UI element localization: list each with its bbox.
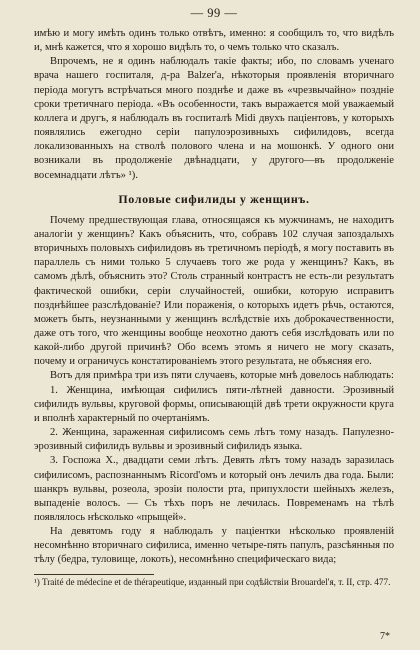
case-3: 3. Госпожа Х., двадцати семи лѣтъ. Девять лѣтъ тому назадъ заразилась сифилисомъ, распознаннымъ Ricord'омъ и который онъ лечилъ два года. Были: шанкръ вульвы, розеола, эрозіи полости рта, припухлости шейныхъ железъ, выпаденіе волосъ. — Съ тѣхъ поръ не лечилась. Повременамъ на тѣлѣ появлялось нѣсколько «прыщей». — [34, 455, 394, 523]
page-number: — 99 — — [190, 6, 238, 20]
printer-signature: 7* — [380, 631, 390, 642]
paragraph-question: Почему предшествующая глава, относящаяся къ мужчинамъ, не находитъ аналогіи у женщинъ? Какъ объяснить, что, собравъ 102 случая запоздалыхъ вторичныхъ половыхъ сифилидовъ въ третичномъ періодѣ, я могу поставить въ параллель съ ними только 5 случаевъ того же рода у женщинъ? Какъ, въ самомъ дѣлѣ, объяснить это? Столь странный контрастъ не есть-ли результатъ фактической ошибки, серіи случайностей, ошибки, которую исправитъ позднѣйшее разслѣдованіе? Или пораженія, о которыхъ идетъ рѣчь, остаются, можетъ быть, неузнанными у женщинъ вслѣдствіе ихъ доброкачественности, даже отъ того, что женщины вообще неохотно даютъ себя изслѣдовать или по какой-либо другой причинѣ? Обо всемъ этомъ я ничего не могу сказать, почему и ограничусь констатированіемъ этого результата, не объясняя его. — [34, 214, 394, 368]
paragraph-balzer: Впрочемъ, не я одинъ наблюдалъ такіе факты; ибо, по словамъ ученаго врача нашего госпиталя, д-ра Balzer'а, нѣкоторыя проявленія вторичнаго періода могутъ встрѣчаться много позднѣе и даже въ «чрезвычайно» поздніе сроки третичнаго періода. «Въ особенности, такъ выражается мой уважаемый коллега и другъ, я наблюдалъ въ госпиталѣ Midi двухъ пацiентовъ, у которыхъ появлялись ежегодно серіи папулоэрозивныхъ сифилидовъ, всегда локализованныхъ на стволѣ полового члена и на мошонкѣ. У одного они возникали въ продолженіе двѣнадцати, у другого—въ продолженіе восемнадцати лѣтъ» ¹). — [34, 56, 394, 181]
footnote-rule — [34, 574, 154, 575]
section-title: Половые сифилиды у женщинъ. — [118, 191, 310, 206]
paragraph-intro-cases: Вотъ для примѣра три изъ пяти случаевъ, которые мнѣ довелось наблюдать: — [50, 370, 394, 382]
paragraph-continuation: имѣю и могу имѣть одинъ только отвѣтъ, именно: я сообщилъ то, что видѣлъ и, мнѣ кажется, что я хорошо видѣлъ то, о чемъ только что сказалъ. — [34, 28, 394, 54]
footnote: ¹) Traité de médecine et de thérapeutique, изданный при содѣйствіи Brouardel'я, т. II, стр. 477. — [34, 576, 391, 587]
case-2: 2. Женщина, зараженная сифилисомъ семь лѣтъ тому назадъ. Папулезно-эрозивный сифилидъ вульвы и эрозивный сифилидъ языка. — [34, 427, 394, 453]
case-3-continued: На девятомъ году я наблюдалъ у пацiентки нѣсколько проявленій несомнѣнно вторичнаго сифилиса, именно четыре-пять папулъ, разсѣянныя по тѣлу (бедра, туловище, локоть), несомнѣнно специфическаго вида; — [34, 526, 394, 566]
case-1: 1. Женщина, имѣющая сифилисъ пяти-лѣтней давности. Эрозивный сифилидъ вульвы, круговой формы, описывающій двѣ трети окружности круга и вполнѣ характерный по очертаніямъ. — [34, 384, 394, 424]
